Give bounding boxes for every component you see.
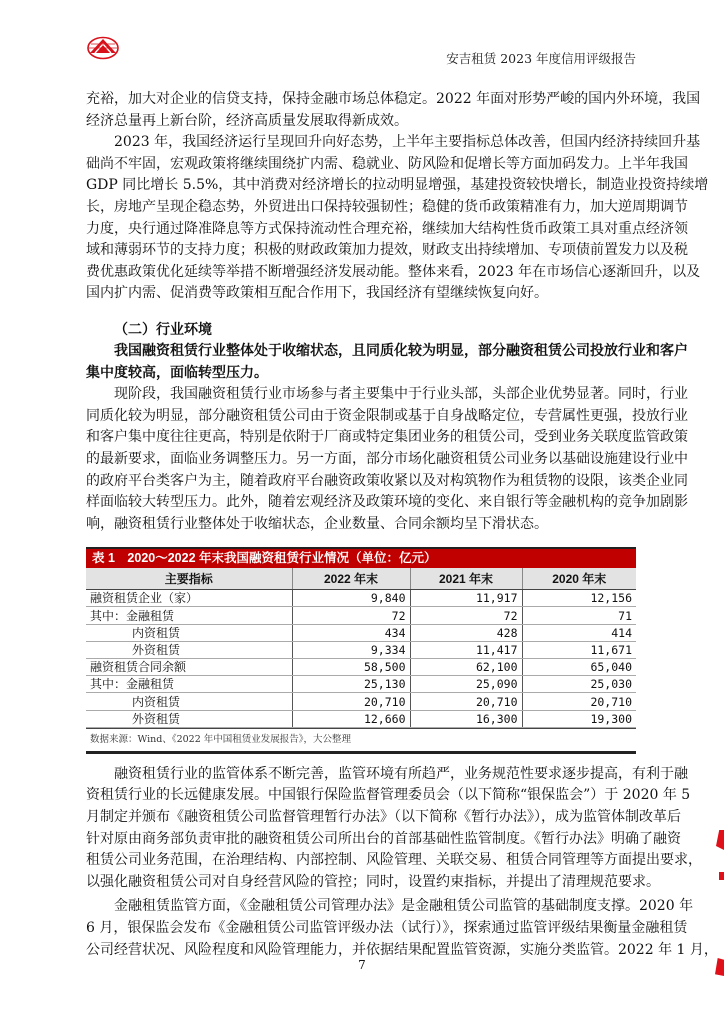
row-label: 内资租赁: [86, 624, 292, 641]
row-label: 融资租赁企业（家）: [86, 590, 292, 607]
table-row: [86, 693, 636, 710]
paragraph-economy-intro: [86, 89, 701, 132]
value-cell: 20,710: [410, 693, 522, 710]
paragraph-industry-status: [86, 384, 688, 535]
text-line: 融资租赁行业的监管体系不断完善，监管环境有所趋严，业务规范性要求逐步提高，有利于融: [114, 765, 688, 782]
table-row: [86, 624, 636, 641]
value-cell: 414: [522, 624, 636, 641]
value-cell: 11,917: [410, 590, 522, 607]
text-line: 针对原由商务部负责审批的融资租赁公司所出台的首部基础性监管制度。《暂行办法》明确了融资: [86, 830, 681, 847]
paragraph-financial-leasing-regulation: [86, 896, 718, 961]
table-row: [86, 590, 636, 607]
table-title: 表 1 2020～2022 年末我国融资租赁行业情况（单位：亿元）: [86, 547, 636, 568]
value-cell: 20,710: [292, 693, 410, 710]
table-header-cell: 2020 年末: [522, 568, 636, 590]
text-line: GDP 同比增长 5.5%，其中消费对经济增长的拉动明显增强，基建投资较快增长，制造业投资持续增: [86, 177, 709, 194]
text-line: 的政府平台类客户为主，随着政府平台融资政策收紧以及对构筑物作为租赁物的设限，该类企业同: [86, 472, 688, 489]
text-line: 充裕，加大对企业的信贷支持，保持金融市场总体稳定。2022 年面对形势严峻的国内外环境，我国: [86, 91, 701, 107]
value-cell: 65,040: [522, 659, 636, 676]
value-cell: 72: [410, 607, 522, 624]
value-cell: 9,334: [292, 641, 410, 658]
text-line: 租赁公司业务范围，在治理结构、内部控制、风险管理、关联交易、租赁合同管理等方面提出要求，: [86, 852, 702, 869]
value-cell: 428: [410, 624, 522, 641]
value-cell: 58,500: [292, 659, 410, 676]
text-line: 同质化较为明显，部分融资租赁公司由于资金限制或基于自身战略定位，专营属性更强，投放行业: [86, 407, 688, 424]
text-line: 现阶段，我国融资租赁行业市场参与者主要集中于行业头部，头部企业优势显著。同时，行业: [114, 386, 688, 403]
value-cell: 12,660: [292, 710, 410, 727]
text-line: 2023 年，我国经济运行呈现回升向好态势，上半年主要指标总体改善，但国内经济持续回升基: [114, 134, 701, 151]
value-cell: 62,100: [410, 659, 522, 676]
text-line: 金融租赁监管方面，《金融租赁公司管理办法》是金融租赁公司监管的基础制度支撑。2020 年: [114, 898, 694, 915]
report-header-title: 安吉租赁 2023 年度信用评级报告: [446, 51, 636, 66]
value-cell: 25,090: [410, 676, 522, 693]
text-line: 力度，央行通过降准降息等方式保持流动性合理充裕，继续加大结构性货币政策工具对重点经济领: [86, 220, 688, 237]
text-line: 6 月，银保监会发布《金融租赁公司监管评级办法（试行）》，探索通过监管评级结果衡量金融租赁: [86, 919, 688, 936]
seal-fragment-icon: [716, 830, 724, 850]
value-cell: 9,840: [292, 590, 410, 607]
table-row: [86, 659, 636, 676]
text-line: 响，融资租赁行业整体处于收缩状态，企业数量、合同余额均呈下滑状态。: [86, 515, 548, 532]
row-label: 其中：金融租赁: [86, 676, 292, 693]
table-header-cell: 2021 年末: [410, 568, 522, 590]
value-cell: 72: [292, 607, 410, 624]
row-label: 融资租赁合同余额: [86, 659, 292, 676]
paragraph-economy-2023: [86, 132, 709, 305]
text-line: 公司经营状况、风险程度和风险管理能力，并依据结果配置监管资源，实施分类监管。2022 年 1 月，: [86, 941, 718, 958]
value-cell: 16,300: [410, 710, 522, 727]
table-row: [86, 641, 636, 658]
text-line: 费优惠政策优化延续等举措不断增强经济发展动能。整体来看，2023 年在市场信心逐渐回升，以及: [86, 263, 701, 280]
value-cell: 11,671: [522, 641, 636, 658]
text-line: 样面临较大转型压力。此外，随着宏观经济及政策环境的变化、来自银行等金融机构的竞争加剧影: [86, 494, 688, 511]
value-cell: 12,156: [522, 590, 636, 607]
table-header-cell: 主要指标: [86, 568, 292, 590]
dagong-logo-icon: [86, 36, 120, 60]
value-cell: 11,417: [410, 641, 522, 658]
table-header-cell: 2022 年末: [292, 568, 410, 590]
text-line: 域和薄弱环节的支持力度；积极的财政政策加力提效，财政支出持续增加、专项债前置发力以及税: [86, 242, 688, 259]
value-cell: 20,710: [522, 693, 636, 710]
value-cell: 25,130: [292, 676, 410, 693]
text-line: 我国融资租赁行业整体处于收缩状态，且同质化较为明显，部分融资租赁公司投放行业和客户: [114, 342, 688, 359]
seal-fragment-icon: [719, 872, 724, 880]
paragraph-regulation: [86, 764, 702, 894]
text-line: 以强化融资租赁公司对自身经营风险的管控；同时，设置约束指标，并提出了清理规范要求。: [86, 873, 660, 890]
text-line: 经济总量再上新台阶，经济高质量发展取得新成效。: [86, 112, 408, 129]
row-label: 外资租赁: [86, 641, 292, 658]
table-row: [86, 607, 636, 624]
row-label: 外资租赁: [86, 710, 292, 727]
text-line: 的最新要求，面临业务调整压力。另一方面，部分市场化融资租赁公司业务以基础设施建设行业中: [86, 450, 688, 467]
section-heading: （二）行业环境: [114, 321, 212, 338]
text-line: 国内扩内需、促消费等政策相互配合作用下，我国经济有望继续恢复向好。: [86, 285, 548, 302]
page-number: 7: [358, 958, 366, 972]
table-row: [86, 676, 636, 693]
value-cell: 25,030: [522, 676, 636, 693]
value-cell: 434: [292, 624, 410, 641]
text-line: 资租赁行业的长远健康发展。中国银行保险监督管理委员会（以下简称“银保监会”）于 2020 年 5: [86, 787, 691, 804]
value-cell: 19,300: [522, 710, 636, 727]
industry-table: [86, 547, 636, 754]
row-label: 其中：金融租赁: [86, 607, 292, 624]
value-cell: 71: [522, 607, 636, 624]
text-line: 础尚不牢固，宏观政策将继续围绕扩内需、稳就业、防风险和促增长等方面加码发力。上半年我国: [86, 155, 688, 172]
row-label: 内资租赁: [86, 693, 292, 710]
table-row: [86, 710, 636, 727]
section-summary: [86, 341, 688, 384]
table-source-note: 数据来源：Wind、《2022 年中国租赁业发展报告》，大公整理: [86, 728, 636, 754]
document-body: [86, 89, 718, 961]
text-line: 集中度较高，面临转型压力。: [86, 364, 268, 381]
text-line: 长，房地产呈现企稳态势，外贸进出口保持较强韧性；稳健的货币政策精准有力，加大逆周期调节: [86, 198, 688, 215]
text-line: 月制定并颁布《融资租赁公司监督管理暂行办法》（以下简称《暂行办法》），成为监管体制改革后: [86, 808, 681, 825]
text-line: 和客户集中度往往更高，特别是依附于厂商或特定集团业务的租赁公司，受到业务关联度监管政策: [86, 429, 688, 446]
